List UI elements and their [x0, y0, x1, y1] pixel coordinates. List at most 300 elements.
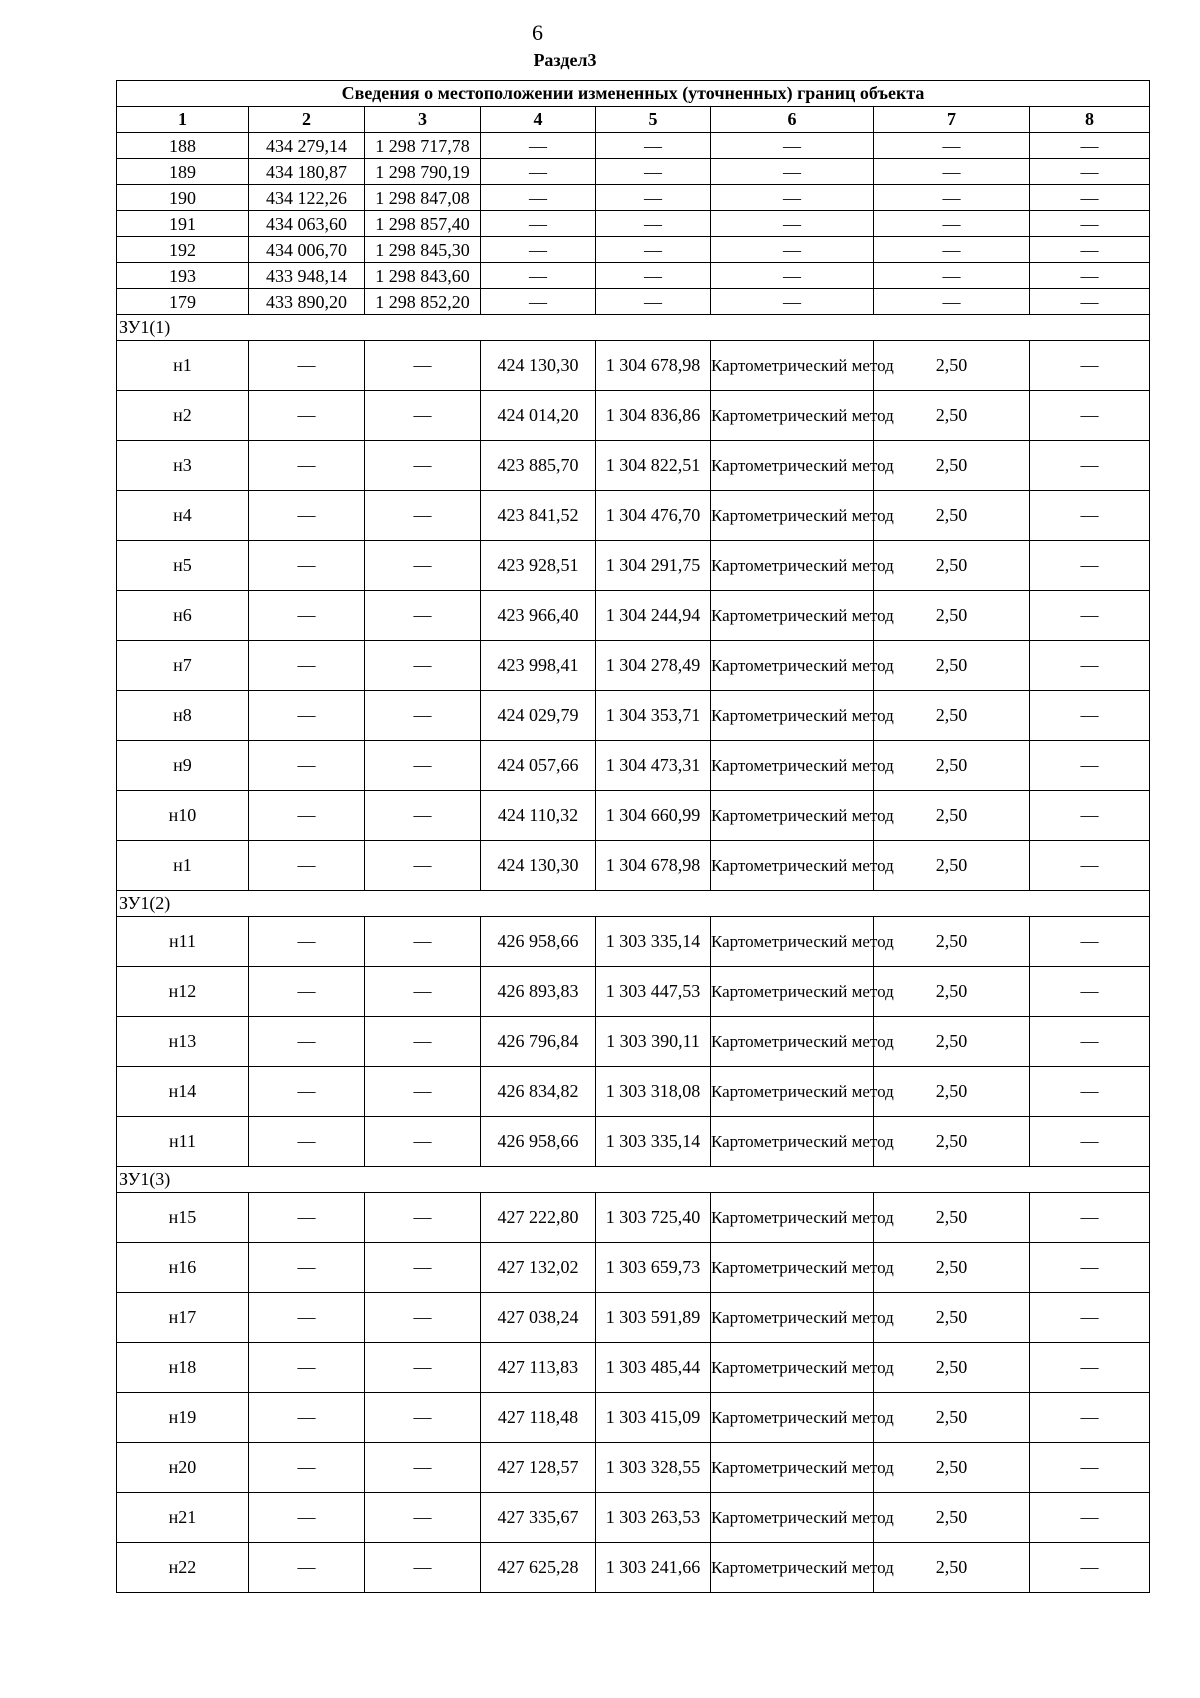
- table-cell: 1 303 318,08: [596, 1067, 711, 1117]
- table-cell: —: [1030, 967, 1150, 1017]
- table-cell: н2: [117, 391, 249, 441]
- table-cell: Картометрический метод: [711, 841, 874, 891]
- column-header: 2: [249, 107, 365, 133]
- table-cell: —: [365, 1193, 481, 1243]
- table-cell: 2,50: [874, 967, 1030, 1017]
- table-cell: Картометрический метод: [711, 917, 874, 967]
- table-cell: —: [874, 185, 1030, 211]
- table-cell: 1 303 725,40: [596, 1193, 711, 1243]
- table-cell: Картометрический метод: [711, 591, 874, 641]
- table-cell: 427 128,57: [481, 1443, 596, 1493]
- table-cell: 2,50: [874, 1493, 1030, 1543]
- table-cell: —: [1030, 1543, 1150, 1593]
- table-cell: н22: [117, 1543, 249, 1593]
- table-cell: 2,50: [874, 591, 1030, 641]
- table-cell: —: [711, 159, 874, 185]
- table-cell: —: [481, 237, 596, 263]
- table-cell: —: [365, 841, 481, 891]
- table-cell: —: [874, 263, 1030, 289]
- table-cell: —: [249, 1393, 365, 1443]
- table-cell: 424 029,79: [481, 691, 596, 741]
- table-row: [117, 541, 1150, 591]
- table-cell: 189: [117, 159, 249, 185]
- group-label: ЗУ1(3): [117, 1167, 1150, 1193]
- table-cell: —: [1030, 263, 1150, 289]
- table-cell: —: [365, 491, 481, 541]
- table-cell: 191: [117, 211, 249, 237]
- table-row: [117, 1017, 1150, 1067]
- table-cell: —: [365, 1543, 481, 1593]
- table-cell: 423 998,41: [481, 641, 596, 691]
- table-cell: 1 304 678,98: [596, 341, 711, 391]
- table-cell: —: [365, 441, 481, 491]
- table-row: [117, 491, 1150, 541]
- table-row: [117, 1443, 1150, 1493]
- section-title: Раздел3: [533, 50, 597, 70]
- table-cell: —: [1030, 741, 1150, 791]
- table-cell: н1: [117, 841, 249, 891]
- table-cell: Картометрический метод: [711, 1493, 874, 1543]
- table-cell: 1 298 857,40: [365, 211, 481, 237]
- table-cell: —: [874, 289, 1030, 315]
- table-cell: —: [596, 289, 711, 315]
- table-cell: 434 006,70: [249, 237, 365, 263]
- table-cell: —: [1030, 1293, 1150, 1343]
- table-cell: Картометрический метод: [711, 791, 874, 841]
- table-cell: Картометрический метод: [711, 1243, 874, 1293]
- table-cell: н6: [117, 591, 249, 641]
- table-cell: 2,50: [874, 741, 1030, 791]
- column-header: 4: [481, 107, 596, 133]
- table-cell: —: [481, 159, 596, 185]
- table-cell: —: [1030, 641, 1150, 691]
- table-cell: —: [596, 263, 711, 289]
- table-cell: —: [481, 289, 596, 315]
- table-cell: 427 335,67: [481, 1493, 596, 1543]
- table-row: [117, 1493, 1150, 1543]
- table-cell: 1 304 353,71: [596, 691, 711, 741]
- table-cell: —: [365, 1243, 481, 1293]
- table-caption: Сведения о местоположении измененных (уточненных) границ объекта: [117, 81, 1150, 107]
- table-cell: н11: [117, 917, 249, 967]
- table-cell: 1 303 390,11: [596, 1017, 711, 1067]
- table-cell: —: [481, 211, 596, 237]
- table-cell: —: [249, 1017, 365, 1067]
- table-cell: 426 796,84: [481, 1017, 596, 1067]
- table-row: [117, 237, 1150, 263]
- table-cell: 2,50: [874, 1067, 1030, 1117]
- table-cell: 426 958,66: [481, 917, 596, 967]
- table-cell: 1 304 678,98: [596, 841, 711, 891]
- table-cell: 427 113,83: [481, 1343, 596, 1393]
- table-cell: —: [249, 591, 365, 641]
- table-row: [117, 1193, 1150, 1243]
- table-cell: 2,50: [874, 1017, 1030, 1067]
- group-row: [117, 1167, 1150, 1193]
- table-cell: 424 014,20: [481, 391, 596, 441]
- table-row: [117, 641, 1150, 691]
- table-cell: 2,50: [874, 541, 1030, 591]
- table-cell: 1 303 591,89: [596, 1293, 711, 1343]
- table-cell: Картометрический метод: [711, 641, 874, 691]
- table-cell: —: [596, 237, 711, 263]
- table-cell: н17: [117, 1293, 249, 1343]
- table-cell: —: [1030, 391, 1150, 441]
- table-cell: —: [365, 541, 481, 591]
- table-cell: 2,50: [874, 1117, 1030, 1167]
- table-cell: н5: [117, 541, 249, 591]
- table-cell: 188: [117, 133, 249, 159]
- table-cell: н20: [117, 1443, 249, 1493]
- table-cell: —: [596, 211, 711, 237]
- table-cell: 1 298 717,78: [365, 133, 481, 159]
- table-row: [117, 791, 1150, 841]
- table-cell: 1 303 335,14: [596, 917, 711, 967]
- table-cell: 2,50: [874, 841, 1030, 891]
- table-cell: Картометрический метод: [711, 1443, 874, 1493]
- table-cell: н19: [117, 1393, 249, 1443]
- table-cell: —: [365, 341, 481, 391]
- table-cell: —: [365, 1343, 481, 1393]
- table-caption-row: [117, 81, 1150, 107]
- table-cell: 1 298 852,20: [365, 289, 481, 315]
- table-row: [117, 1543, 1150, 1593]
- table-cell: —: [249, 341, 365, 391]
- table-cell: Картометрический метод: [711, 1343, 874, 1393]
- table-cell: 1 304 291,75: [596, 541, 711, 591]
- table-cell: 1 298 845,30: [365, 237, 481, 263]
- table-cell: —: [1030, 237, 1150, 263]
- table-cell: н9: [117, 741, 249, 791]
- table-row: [117, 741, 1150, 791]
- table-cell: —: [365, 391, 481, 441]
- table-cell: Картометрический метод: [711, 1017, 874, 1067]
- table-cell: 424 110,32: [481, 791, 596, 841]
- table-row: [117, 289, 1150, 315]
- table-cell: —: [481, 263, 596, 289]
- table-row: [117, 1117, 1150, 1167]
- table-cell: —: [874, 237, 1030, 263]
- table-cell: 1 303 263,53: [596, 1493, 711, 1543]
- table-cell: —: [365, 1443, 481, 1493]
- table-cell: 1 304 660,99: [596, 791, 711, 841]
- table-cell: —: [481, 185, 596, 211]
- table-cell: 2,50: [874, 691, 1030, 741]
- column-header: 6: [711, 107, 874, 133]
- table-cell: —: [1030, 1117, 1150, 1167]
- boundary-table: [116, 80, 1150, 1593]
- table-cell: —: [365, 791, 481, 841]
- table-cell: н11: [117, 1117, 249, 1167]
- table-cell: —: [711, 185, 874, 211]
- column-header-row: [117, 107, 1150, 133]
- table-cell: —: [249, 1243, 365, 1293]
- table-cell: —: [1030, 1067, 1150, 1117]
- table-cell: 1 303 241,66: [596, 1543, 711, 1593]
- table-cell: —: [249, 441, 365, 491]
- table-cell: 193: [117, 263, 249, 289]
- table-cell: —: [711, 133, 874, 159]
- table-cell: 1 303 447,53: [596, 967, 711, 1017]
- table-row: [117, 1293, 1150, 1343]
- table-cell: 1 304 473,31: [596, 741, 711, 791]
- table-cell: 2,50: [874, 491, 1030, 541]
- table-cell: н8: [117, 691, 249, 741]
- table-cell: 434 279,14: [249, 133, 365, 159]
- table-cell: н14: [117, 1067, 249, 1117]
- table-cell: —: [249, 541, 365, 591]
- table-cell: —: [249, 967, 365, 1017]
- table-cell: —: [365, 917, 481, 967]
- table-cell: 1 304 836,86: [596, 391, 711, 441]
- table-cell: 2,50: [874, 1543, 1030, 1593]
- table-cell: 2,50: [874, 1293, 1030, 1343]
- table-cell: —: [1030, 541, 1150, 591]
- table-cell: Картометрический метод: [711, 391, 874, 441]
- table-cell: —: [874, 211, 1030, 237]
- table-cell: —: [596, 133, 711, 159]
- table-row: [117, 1243, 1150, 1293]
- table-cell: —: [249, 1443, 365, 1493]
- table-cell: 1 298 843,60: [365, 263, 481, 289]
- table-cell: —: [1030, 341, 1150, 391]
- table-cell: 427 222,80: [481, 1193, 596, 1243]
- table-cell: —: [365, 691, 481, 741]
- table-cell: 424 130,30: [481, 341, 596, 391]
- column-header: 3: [365, 107, 481, 133]
- table-cell: 1 304 278,49: [596, 641, 711, 691]
- table-cell: —: [1030, 791, 1150, 841]
- table-cell: —: [874, 133, 1030, 159]
- table-cell: —: [1030, 691, 1150, 741]
- table-cell: 2,50: [874, 641, 1030, 691]
- table-cell: 427 132,02: [481, 1243, 596, 1293]
- table-cell: Картометрический метод: [711, 967, 874, 1017]
- table-cell: —: [365, 741, 481, 791]
- table-row: [117, 185, 1150, 211]
- table-cell: —: [365, 967, 481, 1017]
- group-label: ЗУ1(1): [117, 315, 1150, 341]
- table-cell: 424 130,30: [481, 841, 596, 891]
- table-cell: —: [249, 1493, 365, 1543]
- table-cell: —: [1030, 1193, 1150, 1243]
- table-cell: н12: [117, 967, 249, 1017]
- table-cell: —: [1030, 917, 1150, 967]
- table-cell: —: [365, 1393, 481, 1443]
- table-cell: —: [249, 691, 365, 741]
- table-cell: —: [1030, 133, 1150, 159]
- table-cell: 1 303 485,44: [596, 1343, 711, 1393]
- table-cell: 434 180,87: [249, 159, 365, 185]
- table-cell: —: [249, 1343, 365, 1393]
- table-cell: н13: [117, 1017, 249, 1067]
- table-cell: —: [874, 159, 1030, 185]
- table-cell: 423 841,52: [481, 491, 596, 541]
- column-header: 1: [117, 107, 249, 133]
- table-cell: 2,50: [874, 1243, 1030, 1293]
- table-cell: —: [249, 741, 365, 791]
- table-cell: 426 958,66: [481, 1117, 596, 1167]
- table-cell: н16: [117, 1243, 249, 1293]
- table-row: [117, 591, 1150, 641]
- table-cell: —: [711, 289, 874, 315]
- table-cell: 2,50: [874, 441, 1030, 491]
- table-cell: —: [1030, 211, 1150, 237]
- column-header: 7: [874, 107, 1030, 133]
- table-cell: Картометрический метод: [711, 1293, 874, 1343]
- table-cell: 424 057,66: [481, 741, 596, 791]
- table-cell: 2,50: [874, 1393, 1030, 1443]
- table-cell: —: [1030, 1393, 1150, 1443]
- table-cell: 423 966,40: [481, 591, 596, 641]
- table-row: [117, 841, 1150, 891]
- table-cell: 426 834,82: [481, 1067, 596, 1117]
- table-cell: —: [365, 591, 481, 641]
- table-cell: —: [249, 1543, 365, 1593]
- table-cell: 426 893,83: [481, 967, 596, 1017]
- group-row: [117, 891, 1150, 917]
- table-cell: —: [365, 1067, 481, 1117]
- group-row: [117, 315, 1150, 341]
- table-cell: н18: [117, 1343, 249, 1393]
- table-cell: —: [249, 917, 365, 967]
- table-cell: —: [365, 641, 481, 691]
- table-cell: —: [249, 791, 365, 841]
- table-cell: Картометрический метод: [711, 1193, 874, 1243]
- column-header: 8: [1030, 107, 1150, 133]
- table-cell: —: [1030, 185, 1150, 211]
- table-row: [117, 1067, 1150, 1117]
- table-cell: 2,50: [874, 341, 1030, 391]
- table-cell: 434 122,26: [249, 185, 365, 211]
- table-row: [117, 133, 1150, 159]
- table-cell: —: [249, 1193, 365, 1243]
- table-row: [117, 263, 1150, 289]
- table-cell: —: [365, 1293, 481, 1343]
- column-header: 5: [596, 107, 711, 133]
- table-cell: —: [711, 263, 874, 289]
- table-cell: н3: [117, 441, 249, 491]
- table-cell: н21: [117, 1493, 249, 1543]
- table-cell: —: [1030, 591, 1150, 641]
- table-cell: Картометрический метод: [711, 541, 874, 591]
- table-cell: —: [596, 185, 711, 211]
- table-row: [117, 967, 1150, 1017]
- table-cell: —: [249, 1293, 365, 1343]
- page-number: 6: [532, 20, 543, 45]
- table-cell: н15: [117, 1193, 249, 1243]
- table-cell: —: [596, 159, 711, 185]
- table-row: [117, 211, 1150, 237]
- table-cell: 2,50: [874, 1193, 1030, 1243]
- table-cell: —: [1030, 1443, 1150, 1493]
- table-cell: 1 303 415,09: [596, 1393, 711, 1443]
- table-cell: Картометрический метод: [711, 691, 874, 741]
- table-cell: 179: [117, 289, 249, 315]
- table-cell: 423 928,51: [481, 541, 596, 591]
- table-cell: —: [1030, 491, 1150, 541]
- table-cell: 1 304 476,70: [596, 491, 711, 541]
- table-cell: 2,50: [874, 391, 1030, 441]
- table-cell: —: [1030, 159, 1150, 185]
- table-cell: 433 890,20: [249, 289, 365, 315]
- table-row: [117, 391, 1150, 441]
- table-cell: 1 304 244,94: [596, 591, 711, 641]
- table-row: [117, 159, 1150, 185]
- table-cell: н7: [117, 641, 249, 691]
- table-cell: 1 298 790,19: [365, 159, 481, 185]
- table-cell: 2,50: [874, 917, 1030, 967]
- table-cell: Картометрический метод: [711, 341, 874, 391]
- table-cell: 2,50: [874, 791, 1030, 841]
- table-cell: —: [1030, 841, 1150, 891]
- table-cell: Картометрический метод: [711, 1543, 874, 1593]
- table-cell: 427 118,48: [481, 1393, 596, 1443]
- table-cell: Картометрический метод: [711, 741, 874, 791]
- table-row: [117, 1393, 1150, 1443]
- table-cell: 1 298 847,08: [365, 185, 481, 211]
- table-body: [117, 133, 1150, 1593]
- table-cell: н1: [117, 341, 249, 391]
- table-row: [117, 441, 1150, 491]
- table-cell: 190: [117, 185, 249, 211]
- table-cell: Картометрический метод: [711, 1067, 874, 1117]
- table-cell: 1 303 335,14: [596, 1117, 711, 1167]
- table-cell: 1 304 822,51: [596, 441, 711, 491]
- table-cell: —: [249, 1117, 365, 1167]
- table-cell: 433 948,14: [249, 263, 365, 289]
- table-cell: —: [249, 391, 365, 441]
- table-cell: Картометрический метод: [711, 1393, 874, 1443]
- table-cell: —: [249, 641, 365, 691]
- table-cell: —: [711, 237, 874, 263]
- table-cell: —: [1030, 289, 1150, 315]
- table-cell: —: [249, 1067, 365, 1117]
- table-row: [117, 917, 1150, 967]
- table-cell: —: [1030, 441, 1150, 491]
- table-cell: Картометрический метод: [711, 1117, 874, 1167]
- table-cell: —: [1030, 1243, 1150, 1293]
- table-cell: —: [365, 1117, 481, 1167]
- table-row: [117, 341, 1150, 391]
- table-row: [117, 691, 1150, 741]
- table-cell: —: [365, 1493, 481, 1543]
- table-cell: 2,50: [874, 1343, 1030, 1393]
- table-cell: Картометрический метод: [711, 441, 874, 491]
- table-cell: —: [249, 841, 365, 891]
- table-cell: —: [249, 491, 365, 541]
- table-cell: 423 885,70: [481, 441, 596, 491]
- table-cell: н10: [117, 791, 249, 841]
- table-cell: —: [481, 133, 596, 159]
- table-cell: —: [365, 1017, 481, 1067]
- table-cell: 1 303 659,73: [596, 1243, 711, 1293]
- table-cell: —: [1030, 1343, 1150, 1393]
- group-label: ЗУ1(2): [117, 891, 1150, 917]
- table-cell: 2,50: [874, 1443, 1030, 1493]
- table-row: [117, 1343, 1150, 1393]
- table-cell: —: [1030, 1493, 1150, 1543]
- table-cell: 427 038,24: [481, 1293, 596, 1343]
- table-cell: н4: [117, 491, 249, 541]
- table-cell: —: [711, 211, 874, 237]
- table-cell: 192: [117, 237, 249, 263]
- table-cell: Картометрический метод: [711, 491, 874, 541]
- table-cell: 427 625,28: [481, 1543, 596, 1593]
- table-cell: 434 063,60: [249, 211, 365, 237]
- table-cell: —: [1030, 1017, 1150, 1067]
- table-cell: 1 303 328,55: [596, 1443, 711, 1493]
